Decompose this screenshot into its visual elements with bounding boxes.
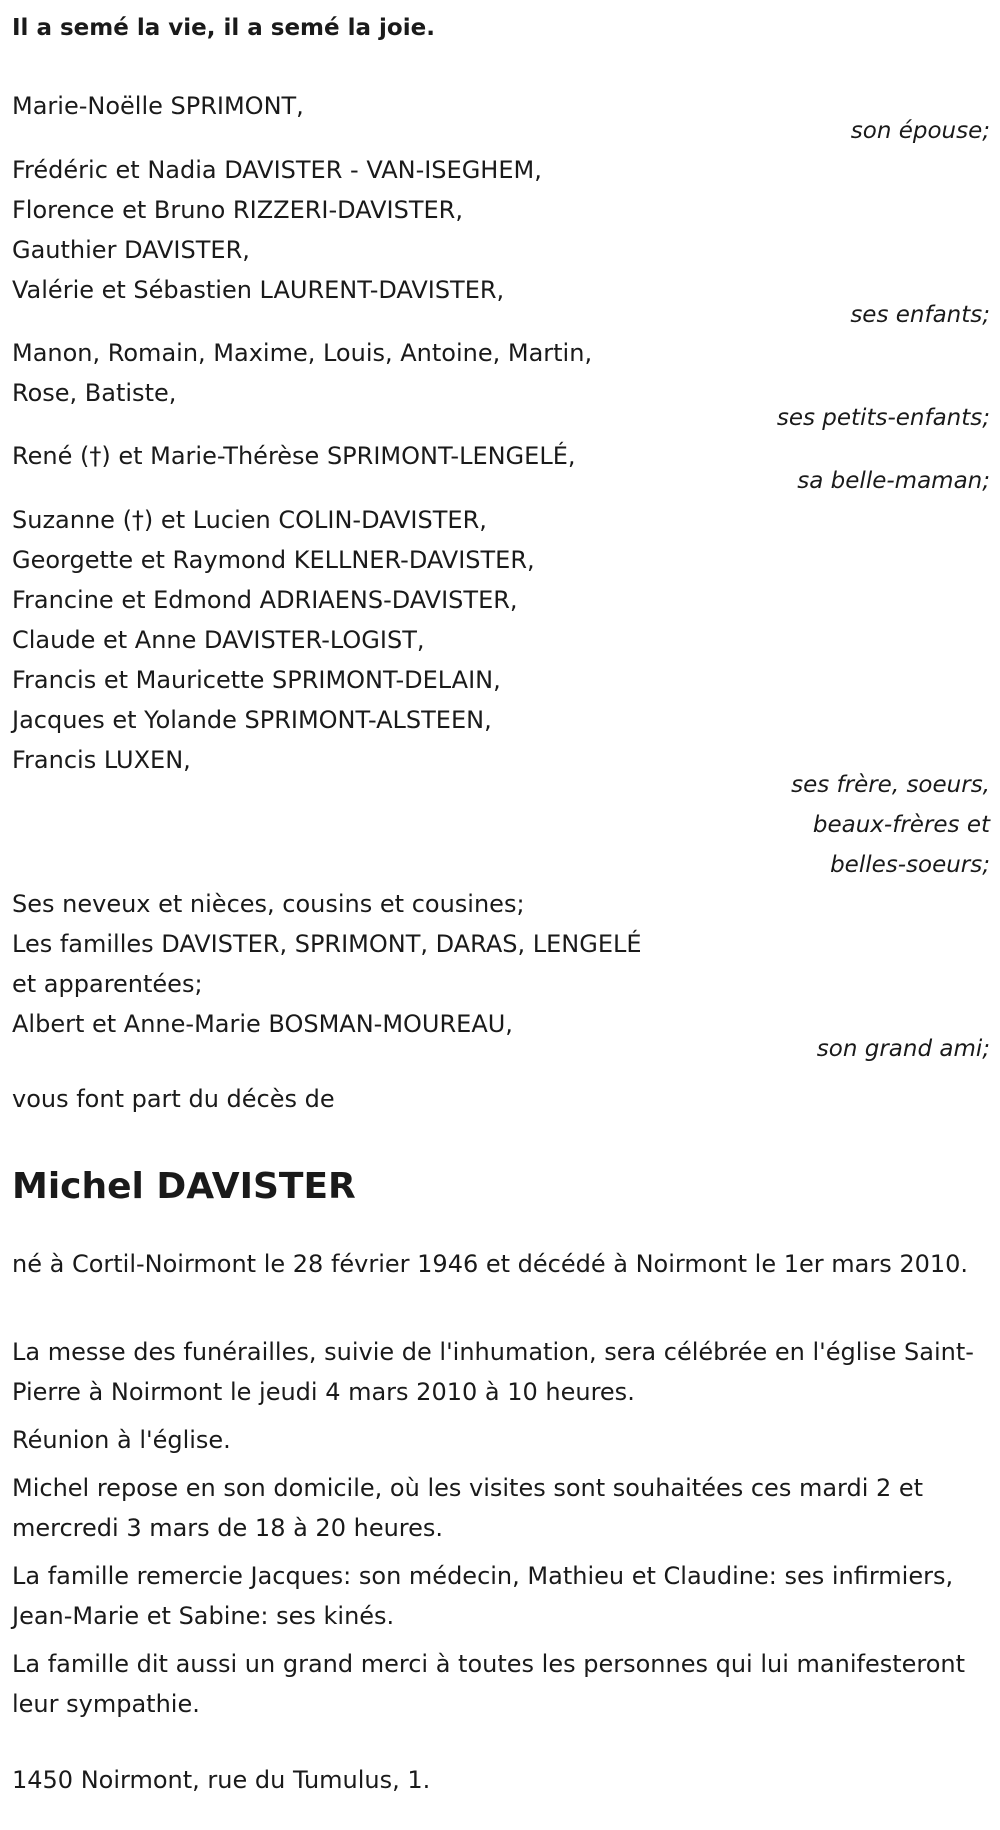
relation-label: belles-soeurs; (830, 852, 990, 878)
paragraph-thanks-care: La famille remercie Jacques: son médecin, Mathieu et Claudine: ses infirmiers, Jean-Marie et Sabine: ses kinés. (12, 1562, 954, 1630)
paragraph-funeral-mass: La messe des funérailles, suivie de l'inhumation, sera célébrée en l'église Saint-Pierre à Noirmont le jeudi 4 mars 2010 à 10 heures. (12, 1338, 974, 1406)
relation-label: sa belle-maman; (797, 468, 990, 494)
family-name-line: Francis et Mauricette SPRIMONT-DELAIN, (12, 666, 501, 694)
family-name-line: Marie-Noëlle SPRIMONT, (12, 92, 304, 120)
paragraph-thanks-all: La famille dit aussi un grand merci à toutes les personnes qui lui manifesteront leur sympathie. (12, 1650, 966, 1718)
family-name-line: Valérie et Sébastien LAURENT-DAVISTER, (12, 276, 505, 304)
paragraph-meeting: Réunion à l'église. (12, 1426, 231, 1454)
relation-label: son épouse; (850, 118, 990, 144)
family-name-line: Florence et Bruno RIZZERI-DAVISTER, (12, 196, 463, 224)
family-name-line: Gauthier DAVISTER, (12, 236, 250, 264)
relation-label: ses petits-enfants; (776, 405, 990, 431)
family-name-line: Les familles DAVISTER, SPRIMONT, DARAS, LENGELÉ (12, 930, 642, 958)
paragraph-birth-death: né à Cortil-Noirmont le 28 février 1946 et décédé à Noirmont le 1er mars 2010. (12, 1250, 969, 1278)
family-name-line: Suzanne (†) et Lucien COLIN-DAVISTER, (12, 506, 487, 534)
deceased-name: Michel DAVISTER (12, 1166, 356, 1207)
family-name-line: Albert et Anne-Marie BOSMAN-MOUREAU, (12, 1010, 513, 1038)
family-name-line: Claude et Anne DAVISTER-LOGIST, (12, 626, 425, 654)
family-name-line: Rose, Batiste, (12, 379, 177, 407)
family-name-line: Frédéric et Nadia DAVISTER - VAN-ISEGHEM, (12, 156, 542, 184)
paragraph-visits: Michel repose en son domicile, où les visites sont souhaitées ces mardi 2 et mercredi 3 mars de 18 à 20 heures. (12, 1474, 924, 1542)
address-line: 1450 Noirmont, rue du Tumulus, 1. (12, 1766, 431, 1794)
announcement-line: vous font part du décès de (12, 1085, 335, 1113)
family-name-line: Manon, Romain, Maxime, Louis, Antoine, Martin, (12, 339, 593, 367)
epigraph: Il a semé la vie, il a semé la joie. (12, 15, 435, 41)
relation-label: beaux-frères et (812, 812, 990, 838)
family-name-line: Georgette et Raymond KELLNER-DAVISTER, (12, 546, 535, 574)
family-name-line: et apparentées; (12, 970, 203, 998)
relation-label: ses enfants; (850, 302, 990, 328)
relation-label: son grand ami; (816, 1036, 990, 1062)
family-name-line: Jacques et Yolande SPRIMONT-ALSTEEN, (12, 706, 492, 734)
relation-label: ses frère, soeurs, (791, 772, 990, 798)
family-name-line: René (†) et Marie-Thérèse SPRIMONT-LENGELÉ, (12, 442, 576, 470)
family-name-line: Ses neveux et nièces, cousins et cousines; (12, 890, 525, 918)
family-name-line: Francis LUXEN, (12, 746, 191, 774)
family-name-line: Francine et Edmond ADRIAENS-DAVISTER, (12, 586, 518, 614)
